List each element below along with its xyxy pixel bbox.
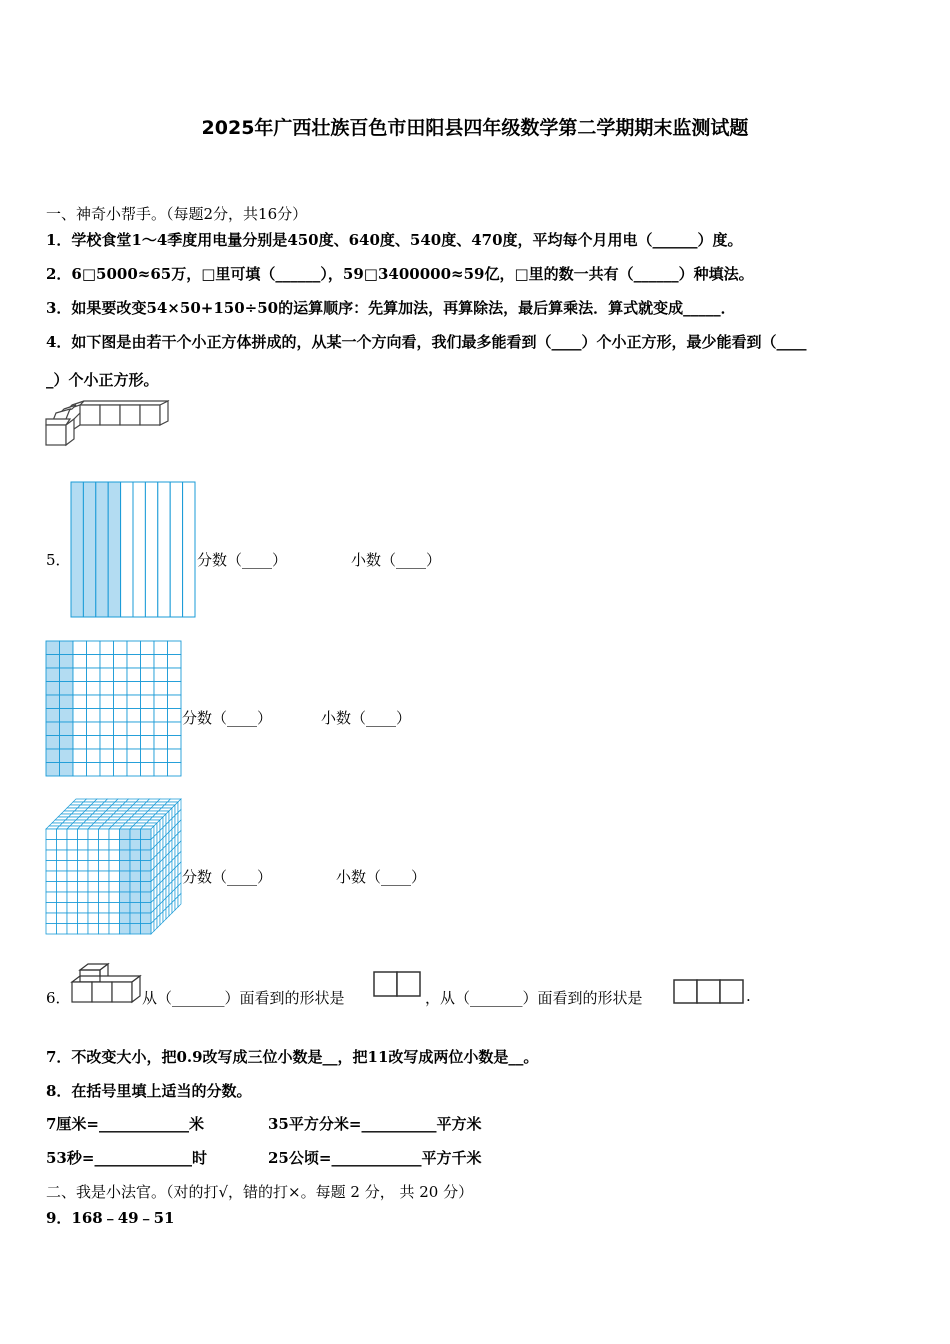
hundredth-cell [141, 722, 155, 736]
tenth-cell [83, 482, 95, 617]
hundredth-cell [46, 695, 60, 709]
cube-front-cell [88, 882, 99, 893]
tenth-cell [96, 482, 108, 617]
hundredth-cell [154, 641, 168, 655]
hundredth-cell [100, 682, 114, 696]
cube-front-cell [46, 861, 57, 872]
hundredth-cell [168, 668, 182, 682]
section-1-heading: 一、神奇小帮手。（每题2分，共16分） [46, 205, 308, 223]
hundredth-cell [154, 709, 168, 723]
cube-front-cell [88, 829, 99, 840]
hundredth-cell [154, 722, 168, 736]
hundredth-cell [87, 668, 101, 682]
hundredth-cell [168, 736, 182, 750]
hundredth-cell [168, 763, 182, 777]
hundredth-cell [154, 682, 168, 696]
hundredth-cell [87, 641, 101, 655]
cube-front-cell [141, 861, 152, 872]
cube-front-cell [141, 892, 152, 903]
q5-row1-fraction: 分数（____） [197, 551, 288, 569]
hundredth-cell [100, 736, 114, 750]
cube-front-cell [130, 840, 141, 851]
hundredth-cell [60, 749, 74, 763]
cube-front-cell [57, 840, 68, 851]
cube-front-cell [120, 892, 131, 903]
cube-front-cell [67, 892, 78, 903]
cube-front-cell [120, 913, 131, 924]
hundredth-cell [141, 668, 155, 682]
hundredth-cell [141, 736, 155, 750]
hundredth-cell [114, 655, 128, 669]
cube-front-cell [88, 903, 99, 914]
hundredth-cell [114, 641, 128, 655]
question-4-line2: _）个小正方形。 [46, 371, 159, 389]
cube-front-cell [141, 913, 152, 924]
hundredth-cell [127, 655, 141, 669]
cube-front-cell [130, 924, 141, 935]
hundredth-cell [154, 668, 168, 682]
question-9: 9．168﹣49﹣51 [46, 1209, 175, 1227]
hundredth-cell [141, 709, 155, 723]
hundredth-cell [73, 655, 87, 669]
hundredth-cell [141, 641, 155, 655]
hundredth-cell [154, 749, 168, 763]
cube-front-cell [78, 924, 89, 935]
hundredth-cell [154, 736, 168, 750]
cube-front-cell [88, 924, 99, 935]
hundredth-cell [60, 668, 74, 682]
cube-front-cell [109, 829, 120, 840]
hundredth-cell [60, 763, 74, 777]
cube-front-cell [109, 861, 120, 872]
cube-front-cell [141, 829, 152, 840]
section-2-heading: 二、我是小法官。（对的打√，错的打×。每题 2 分， 共 20 分） [46, 1183, 474, 1201]
cube-front-cell [78, 913, 89, 924]
cube-front-cell [99, 903, 110, 914]
hundredth-cell [100, 749, 114, 763]
cube-front-cell [57, 924, 68, 935]
hundredth-cell [100, 709, 114, 723]
cube-front-cell [67, 861, 78, 872]
cube-front-cell [109, 892, 120, 903]
hundredth-cell [168, 722, 182, 736]
cube-front-cell [57, 850, 68, 861]
cube-front-cell [141, 871, 152, 882]
q8-item-2: 35平方分米=__________平方米 [268, 1115, 482, 1133]
hundredth-cell [141, 695, 155, 709]
q6-cube-figure [70, 962, 142, 1004]
hundredth-cell [73, 668, 87, 682]
hundredth-cell [114, 736, 128, 750]
cube-front-cell [46, 840, 57, 851]
tenth-cell [158, 482, 170, 617]
question-8: 8．在括号里填上适当的分数。 [46, 1082, 252, 1100]
hundredth-cell [114, 709, 128, 723]
cube-front-cell [57, 829, 68, 840]
hundredth-cell [73, 763, 87, 777]
cube-front-cell [88, 861, 99, 872]
hundredth-cell [46, 763, 60, 777]
tenth-cell [133, 482, 145, 617]
hundredth-cell [154, 763, 168, 777]
cube-front-cell [120, 861, 131, 872]
cube-front-cell [46, 871, 57, 882]
cube-front-cell [120, 829, 131, 840]
cube-front-cell [130, 903, 141, 914]
hundredth-cell [46, 655, 60, 669]
question-3: 3．如果要改变54×50+150÷50的运算顺序：先算加法，再算除法，最后算乘法．算式就变成_____． [46, 299, 736, 317]
cube-front-cell [109, 913, 120, 924]
hundredth-cell [114, 682, 128, 696]
cube-front-cell [78, 892, 89, 903]
cube-front-cell [120, 924, 131, 935]
hundredth-cell [60, 695, 74, 709]
cube-front-cell [88, 892, 99, 903]
q6-shape-two-squares [373, 971, 423, 997]
hundredth-cell [46, 668, 60, 682]
q5-row1-decimal: 小数（____） [351, 551, 442, 569]
hundredth-cell [141, 763, 155, 777]
cube-front-cell [99, 829, 110, 840]
cube-front-cell [88, 850, 99, 861]
hundredth-cell [60, 655, 74, 669]
cube-front-cell [46, 829, 57, 840]
hundredth-cell [46, 722, 60, 736]
cube-front-cell [130, 913, 141, 924]
cube-front-cell [46, 924, 57, 935]
hundredth-cell [73, 709, 87, 723]
hundredth-cell [168, 655, 182, 669]
cube-front-cell [99, 840, 110, 851]
cube-front-cell [120, 871, 131, 882]
hundredth-cell [46, 641, 60, 655]
cube-front-cell [130, 892, 141, 903]
hundredth-cell [154, 655, 168, 669]
hundredth-cell [73, 749, 87, 763]
hundredth-cell [46, 682, 60, 696]
hundredth-cell [114, 763, 128, 777]
cube-front-cell [130, 882, 141, 893]
tenth-cell [121, 482, 133, 617]
cube-front-cell [88, 871, 99, 882]
cube-front-cell [57, 871, 68, 882]
hundredth-cell [114, 668, 128, 682]
cube-front-cell [99, 871, 110, 882]
hundredth-cell [114, 722, 128, 736]
cube-front-cell [46, 892, 57, 903]
q8-item-1: 7厘米=____________米 [46, 1115, 205, 1133]
tenth-cell [145, 482, 157, 617]
cube-front-cell [67, 924, 78, 935]
cube-front-cell [46, 850, 57, 861]
cube-front-cell [67, 850, 78, 861]
cube-front-cell [109, 924, 120, 935]
hundredth-cell [60, 682, 74, 696]
hundredth-cell [46, 749, 60, 763]
cube-front-cell [120, 903, 131, 914]
hundredth-cell [73, 736, 87, 750]
cube-front-cell [78, 850, 89, 861]
cube-front-cell [141, 850, 152, 861]
hundredth-cell [168, 641, 182, 655]
hundredth-cell [87, 695, 101, 709]
question-4-line1: 4．如下图是由若干个小正方体拼成的，从某一个方向看，我们最多能看到（____）个小正方形，最少能看到（____ [46, 333, 807, 351]
cube-front-cell [57, 882, 68, 893]
tenth-cell [170, 482, 182, 617]
q5-number: 5． [46, 551, 71, 569]
tenth-cell [71, 482, 83, 617]
cube-front-cell [57, 892, 68, 903]
hundredth-cell [87, 763, 101, 777]
q6-end: . [746, 987, 751, 1005]
cube-front-cell [57, 861, 68, 872]
cube-front-cell [78, 903, 89, 914]
hundredth-cell [100, 695, 114, 709]
hundredth-cell [127, 763, 141, 777]
hundredth-cell [100, 668, 114, 682]
cube-front-cell [67, 882, 78, 893]
hundredth-cell [73, 695, 87, 709]
hundredth-cell [100, 722, 114, 736]
cube-front-cell [141, 840, 152, 851]
cube-front-cell [88, 913, 99, 924]
cube-front-cell [130, 861, 141, 872]
hundredth-cell [60, 722, 74, 736]
q6-part1: 从（_______）面看到的形状是 [142, 989, 345, 1007]
cube-front-cell [130, 871, 141, 882]
cube-front-cell [109, 882, 120, 893]
cube-front-cell [109, 871, 120, 882]
q6-part2: ，从（_______）面看到的形状是 [425, 989, 643, 1007]
cube-front-cell [99, 913, 110, 924]
q5-tenths-bar [70, 481, 196, 618]
cube-front-cell [88, 840, 99, 851]
cube-front-cell [120, 850, 131, 861]
cube-front-cell [78, 882, 89, 893]
hundredth-cell [127, 736, 141, 750]
hundredth-cell [168, 695, 182, 709]
cube-front-cell [78, 871, 89, 882]
cube-front-cell [57, 913, 68, 924]
q4-cube-figure [44, 397, 170, 447]
hundredth-cell [87, 736, 101, 750]
q8-item-4: 25公顷=____________平方千米 [268, 1149, 482, 1167]
hundredth-cell [87, 749, 101, 763]
cube-front-cell [120, 882, 131, 893]
question-1: 1．学校食堂1～4季度用电量分别是450度、640度、540度、470度，平均每个月用电（______）度。 [46, 231, 743, 249]
hundredth-cell [127, 682, 141, 696]
q5-row2-fraction: 分数（____） [182, 709, 273, 727]
hundredth-cell [127, 695, 141, 709]
hundredth-cell [60, 641, 74, 655]
hundredth-cell [100, 655, 114, 669]
cube-front-cell [78, 829, 89, 840]
cube-front-cell [130, 829, 141, 840]
hundredth-cell [46, 709, 60, 723]
hundredth-cell [154, 695, 168, 709]
q8-item-3: 53秒=_____________时 [46, 1149, 207, 1167]
tenth-cell [108, 482, 120, 617]
hundredth-cell [127, 641, 141, 655]
hundredth-cell [127, 709, 141, 723]
hundredth-cell [73, 682, 87, 696]
hundredth-cell [73, 722, 87, 736]
hundredth-cell [60, 736, 74, 750]
hundredth-cell [127, 749, 141, 763]
hundredth-cell [114, 749, 128, 763]
q6-shape-three-squares [673, 979, 745, 1005]
hundredth-cell [127, 722, 141, 736]
hundredth-cell [73, 641, 87, 655]
q5-row3-decimal: 小数（____） [336, 868, 427, 886]
hundredth-cell [87, 709, 101, 723]
hundredth-cell [141, 682, 155, 696]
cube-front-cell [99, 861, 110, 872]
cube-front-cell [120, 840, 131, 851]
q5-row2-decimal: 小数（____） [321, 709, 412, 727]
hundredth-cell [46, 736, 60, 750]
question-2: 2．6□5000≈65万，□里可填（______），59□3400000≈59亿，□里的数一共有（______）种填法。 [46, 265, 754, 283]
cube-front-cell [141, 882, 152, 893]
q5-hundredths-grid [45, 640, 182, 777]
hundredth-cell [127, 668, 141, 682]
cube-front-cell [99, 892, 110, 903]
cube-front-cell [109, 840, 120, 851]
tenth-cell [183, 482, 195, 617]
cube-front-cell [57, 903, 68, 914]
cube-front-cell [99, 882, 110, 893]
q5-thousandths-cube [45, 798, 182, 936]
question-7: 7．不改变大小，把0.9改写成三位小数是__，把11改写成两位小数是__。 [46, 1048, 539, 1066]
hundredth-cell [87, 655, 101, 669]
cube-front-cell [67, 829, 78, 840]
hundredth-cell [168, 749, 182, 763]
cube-front-cell [99, 850, 110, 861]
cube-front-cell [141, 903, 152, 914]
q5-row3-fraction: 分数（____） [182, 868, 273, 886]
cube-front-cell [78, 840, 89, 851]
hundredth-cell [87, 722, 101, 736]
hundredth-cell [100, 763, 114, 777]
cube-front-cell [109, 903, 120, 914]
cube-front-cell [46, 913, 57, 924]
cube-front-cell [99, 924, 110, 935]
hundredth-cell [141, 749, 155, 763]
cube-front-cell [67, 903, 78, 914]
cube-front-cell [130, 850, 141, 861]
cube-front-cell [46, 882, 57, 893]
cube-front-cell [109, 850, 120, 861]
hundredth-cell [168, 709, 182, 723]
hundredth-cell [114, 695, 128, 709]
cube-front-cell [67, 840, 78, 851]
hundredth-cell [100, 641, 114, 655]
page-title: 2025年广西壮族百色市田阳县四年级数学第二学期期末监测试题 [201, 117, 749, 139]
hundredth-cell [87, 682, 101, 696]
q6-number: 6． [46, 989, 71, 1007]
cube-front-cell [78, 861, 89, 872]
hundredth-cell [168, 682, 182, 696]
cube-front-cell [46, 903, 57, 914]
cube-front-cell [141, 924, 152, 935]
cube-front-cell [67, 913, 78, 924]
hundredth-cell [60, 709, 74, 723]
hundredth-cell [141, 655, 155, 669]
cube-front-cell [67, 871, 78, 882]
